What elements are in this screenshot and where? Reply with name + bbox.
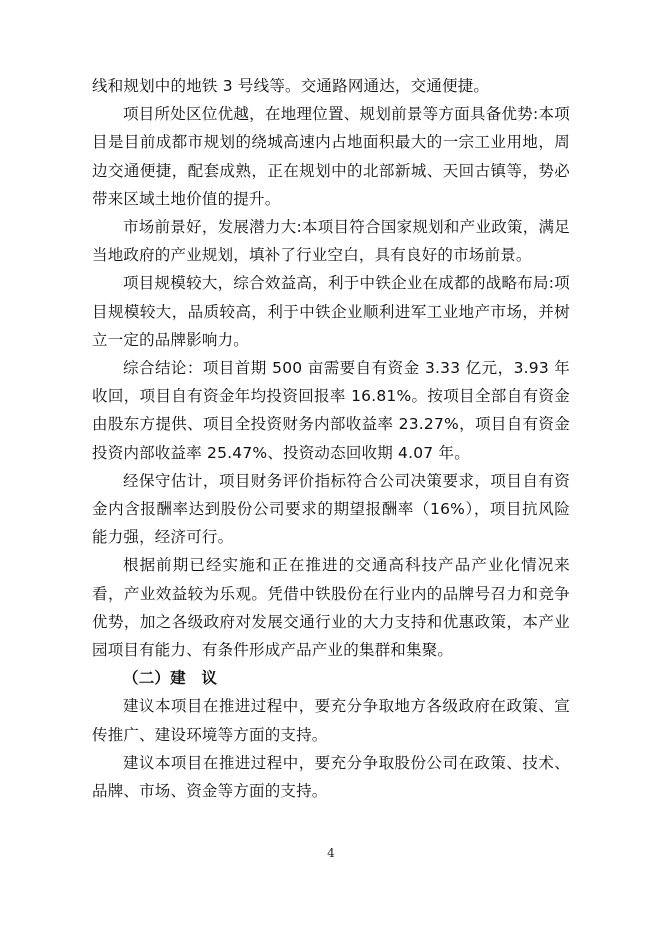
paragraph-location-advantage: 项目所处区位优越，在地理位置、规划前景等方面具备优势:本项目是目前成都市规划的绕城高速内占地面积最大的一宗工业用地，周边交通便捷，配套成熟，正在规划中的北部新城、天回古镇等，势必带来区域土地价值的提升。	[92, 105, 570, 208]
paragraph-continuation: 线和规划中的地铁 3 号线等。交通路网通达，交通便捷。	[92, 77, 490, 95]
document-body	[92, 72, 570, 805]
paragraph-conservative-estimate: 经保守估计，项目财务评价指标符合公司决策要求，项目自有资金内含报酬率达到股份公司要求的期望报酬率（16%），项目抗风险能力强，经济可行。	[92, 471, 570, 547]
paragraph-project-scale: 项目规模较大，综合效益高，利于中铁企业在成都的战略布局:项目规模较大，品质较高，利于中铁企业顺利进军工业地产市场，并树立一定的品牌影响力。	[92, 274, 570, 349]
page-number: 4	[327, 846, 335, 860]
paragraph-overall-conclusion: 综合结论：项目首期 500 亩需要自有资金 3.33 亿元，3.93 年收回，项目自有资金年均投资回报率 16.81%。按项目全部自有资金由股东方提供、项目全投资财务内部收益率 23.27%，项目自有资金投资内部收益率 25.47%、投资动态回收期 4.07 年。	[92, 359, 570, 462]
recommendation-parent-company: 建议本项目在推进过程中，要充分争取股份公司在政策、技术、品牌、市场、资金等方面的支持。	[92, 753, 570, 801]
section-heading-recommendations: （二）建 议	[123, 669, 218, 688]
recommendation-local-government: 建议本项目在推进过程中，要充分争取地方各级政府在政策、宣传推广、建设环境等方面的支持。	[92, 697, 570, 744]
paragraph-industry-outlook: 根据前期已经实施和正在推进的交通高科技产品产业化情况来看，产业效益较为乐观。凭借中铁股份在行业内的品牌号召力和竞争优势，加之各级政府对发展交通行业的大力支持和优惠政策，本产业园项目有能力、有条件形成产品产业的集群和集聚。	[92, 556, 570, 660]
paragraph-market-prospect: 市场前景好，发展潜力大:本项目符合国家规划和产业政策，满足当地政府的产业规划，填补了行业空白，具有良好的市场前景。	[92, 218, 570, 265]
